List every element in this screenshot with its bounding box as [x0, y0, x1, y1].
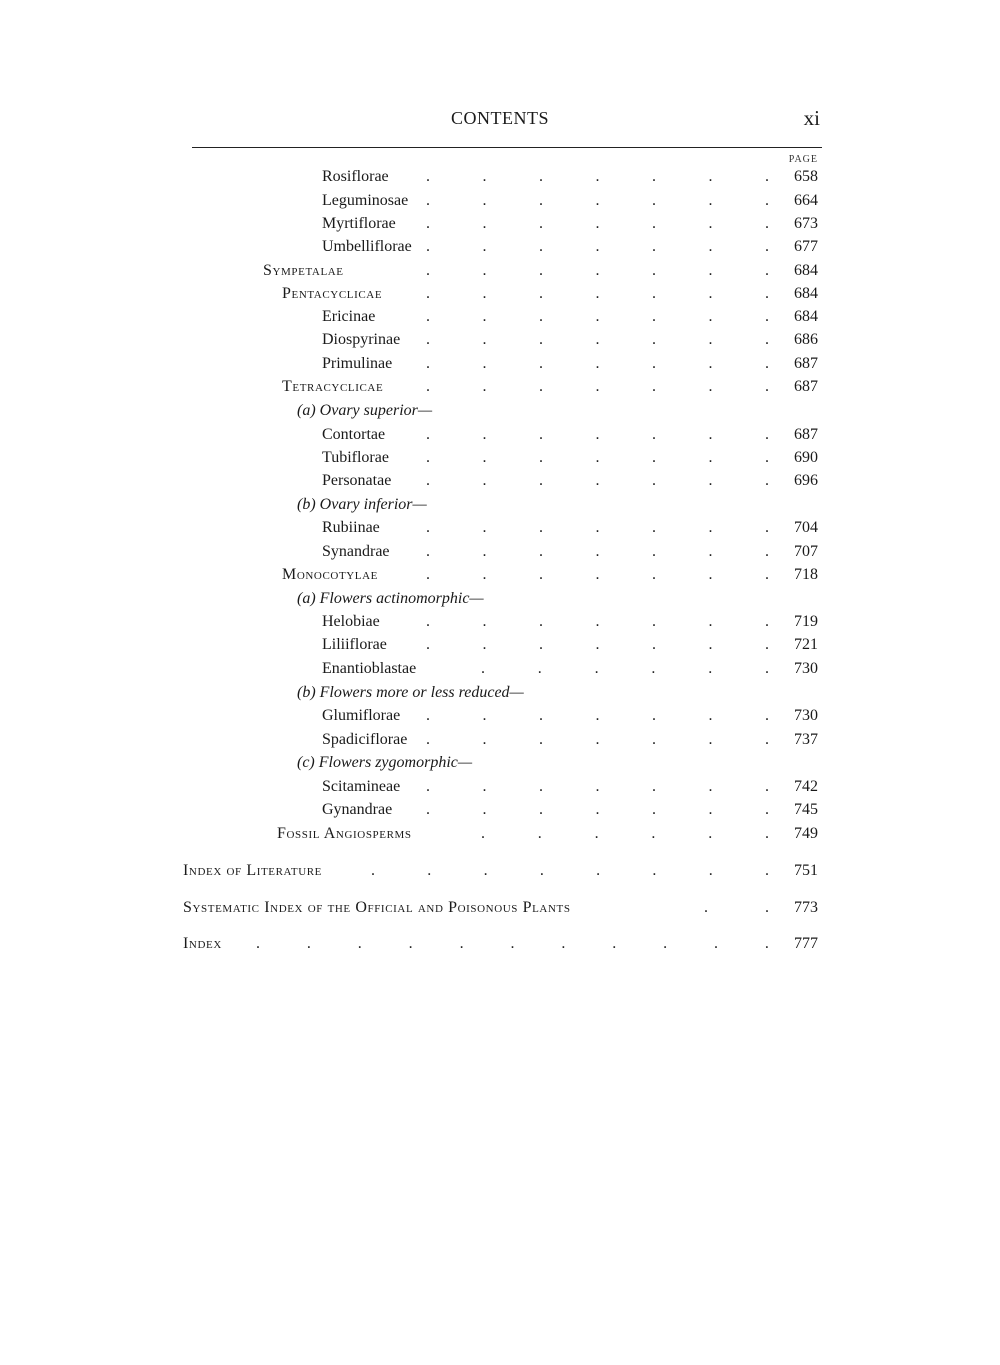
dot-leader: . . . . . . . [426, 449, 769, 466]
dot-leader: . . . . . . . [426, 731, 769, 748]
toc-entry-page: 742 [794, 778, 818, 795]
toc-entry-label: Index of Literature [183, 862, 322, 879]
toc-entry-page: 684 [794, 262, 818, 279]
toc-entry-label: Tubiflorae [322, 449, 389, 466]
dot-leader: . . . . . . . [426, 331, 769, 348]
dot-leader: . . . . . . . [426, 168, 769, 185]
page-column-heading: PAGE [788, 154, 818, 165]
dot-leader: . . . . . . . [426, 613, 769, 630]
dot-leader: . . . . . . . [426, 378, 769, 395]
toc-entry-page: 664 [794, 192, 818, 209]
dot-leader: . . . . . . . [426, 192, 769, 209]
toc-entry-label: Tetracyclicae [282, 378, 384, 395]
toc-entry-label: Fossil Angiosperms [277, 825, 412, 842]
toc-entry-label: Scitamineae [322, 778, 401, 795]
dot-leader: . . . . . . . [426, 543, 769, 560]
toc-entry-label: Glumiflorae [322, 707, 401, 724]
toc-subheading-label: (a) Flowers actinomorphic— [297, 590, 484, 607]
dot-leader: . . . . . . . [426, 215, 769, 232]
toc-entry-page: 730 [794, 707, 818, 724]
dot-leader: . . . . . . . [426, 285, 769, 302]
toc-entry-label: Myrtiflorae [322, 215, 396, 232]
toc-entry-page: 730 [794, 660, 818, 677]
toc-entry-label: Sympetalae [263, 262, 344, 279]
toc-entry-label: Personatae [322, 472, 392, 489]
toc-entry-page: 745 [794, 801, 818, 818]
toc-entry-page: 777 [794, 935, 818, 952]
toc-entry-page: 737 [794, 731, 818, 748]
dot-leader: . . . . . . [481, 660, 769, 677]
dot-leader: . . [704, 899, 769, 916]
page-title: CONTENTS [451, 108, 549, 128]
dot-leader: . . . . . . . . . . . [256, 935, 769, 952]
dot-leader: . . . . . . . [426, 238, 769, 255]
dot-leader: . . . . . . . . [371, 862, 769, 879]
toc-entry-page: 773 [794, 899, 818, 916]
toc-entry-label: Ericinae [322, 308, 376, 325]
toc-entry-label: Helobiae [322, 613, 380, 630]
dot-leader: . . . . . . . [426, 801, 769, 818]
toc-entry-label: Rubiinae [322, 519, 380, 536]
toc-entry-label: Rosiflorae [322, 168, 389, 185]
toc-entry-label: Monocotylae [282, 566, 378, 583]
dot-leader: . . . . . . . [426, 636, 769, 653]
dot-leader: . . . . . . . [426, 308, 769, 325]
toc-entry-page: 684 [794, 308, 818, 325]
toc-entry-label: Umbelliflorae [322, 238, 412, 255]
toc-entry-page: 696 [794, 472, 818, 489]
toc-subheading-label: (b) Ovary inferior— [297, 496, 427, 513]
toc-entry-page: 690 [794, 449, 818, 466]
dot-leader: . . . . . . . [426, 566, 769, 583]
toc-entry-label: Diospyrinae [322, 331, 401, 348]
toc-entry-label: Enantioblastae [322, 660, 417, 677]
dot-leader: . . . . . . . [426, 472, 769, 489]
toc-entry-label: Systematic Index of the Official and Poisonous Plants [183, 899, 571, 916]
toc-entry-page: 673 [794, 215, 818, 232]
toc-subheading-label: (a) Ovary superior— [297, 402, 433, 419]
toc-entry-page: 704 [794, 519, 818, 536]
toc-entry-page: 687 [794, 355, 818, 372]
toc-entry-page: 677 [794, 238, 818, 255]
dot-leader: . . . . . . . [426, 519, 769, 536]
toc-entry-label: Leguminosae [322, 192, 409, 209]
dot-leader: . . . . . . . [426, 707, 769, 724]
toc-entry-label: Gynandrae [322, 801, 393, 818]
toc-entry-page: 719 [794, 613, 818, 630]
dot-leader: . . . . . . . [426, 426, 769, 443]
toc-entry-page: 718 [794, 566, 818, 583]
toc-entry-page: 749 [794, 825, 818, 842]
toc-entry-page: 707 [794, 543, 818, 560]
dot-leader: . . . . . . . [426, 262, 769, 279]
toc-entry-label: Pentacyclicae [282, 285, 383, 302]
toc-entry-label: Spadiciflorae [322, 731, 408, 748]
header-rule [192, 147, 822, 148]
toc-entry-page: 686 [794, 331, 818, 348]
toc-entry-label: Liliiflorae [322, 636, 387, 653]
toc-entry-label: Contortae [322, 426, 386, 443]
toc-entry-page: 721 [794, 636, 818, 653]
toc-entry-page: 684 [794, 285, 818, 302]
toc-entry-label: Synandrae [322, 543, 390, 560]
dot-leader: . . . . . . . [426, 355, 769, 372]
toc-entry-label: Index [183, 935, 222, 952]
toc-entry-label: Primulinae [322, 355, 393, 372]
page-number: xi [803, 106, 820, 130]
toc-entry-page: 687 [794, 426, 818, 443]
toc-entry-page: 658 [794, 168, 818, 185]
dot-leader: . . . . . . [481, 825, 769, 842]
toc-subheading-label: (c) Flowers zygomorphic— [297, 754, 473, 771]
toc-entry-page: 687 [794, 378, 818, 395]
toc-subheading-label: (b) Flowers more or less reduced— [297, 684, 524, 701]
toc-entry-page: 751 [794, 862, 818, 879]
dot-leader: . . . . . . . [426, 778, 769, 795]
